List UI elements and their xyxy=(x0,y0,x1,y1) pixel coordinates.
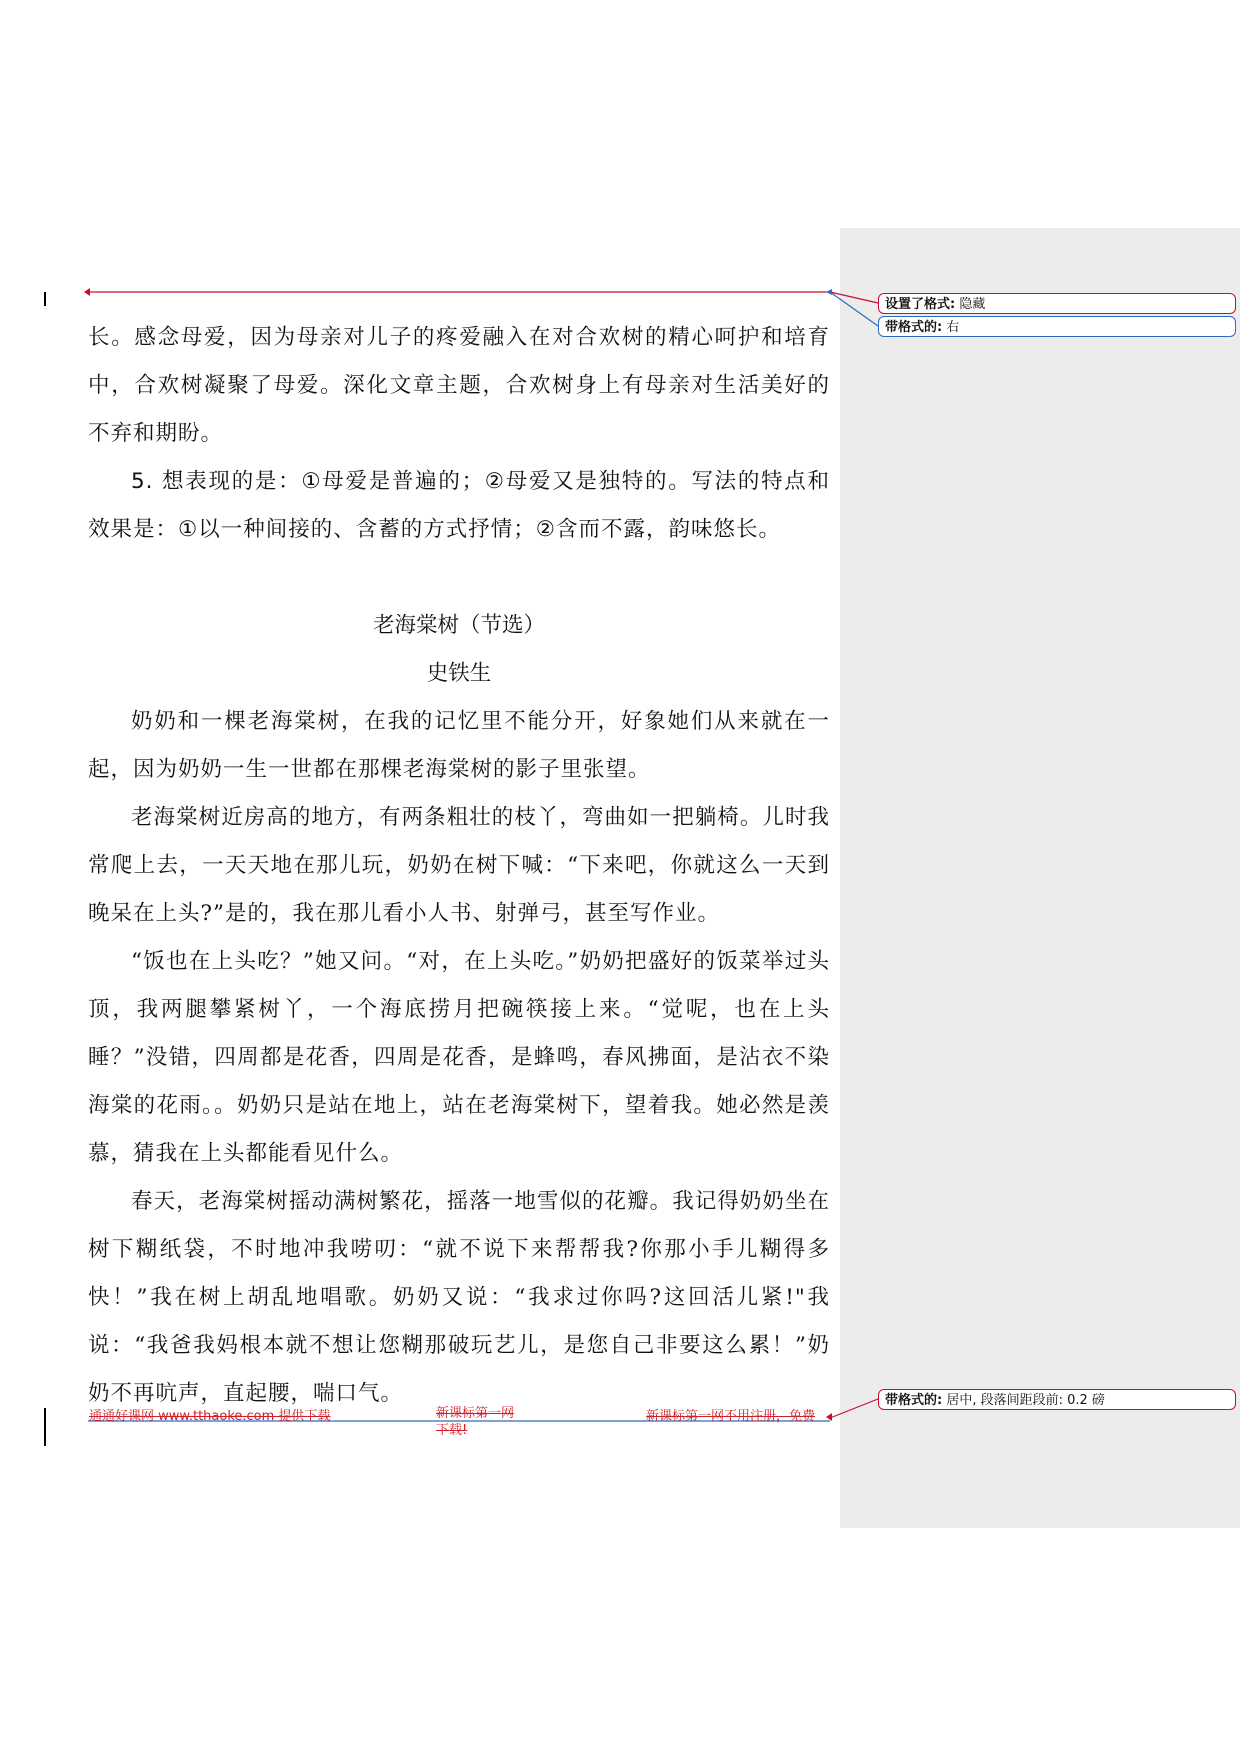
comment-label: 带格式的: xyxy=(885,320,943,335)
passage-paragraph-4: 春天，老海棠树摇动满树繁花，摇落一地雪似的花瓣。我记得奶奶坐在树下糊纸袋，不时地冲我唠叨：“就不说下来帮帮我?你那小手儿糊得多快！”我在树上胡乱地唱歌。奶奶又说：“我求过你吗?这回活儿紧!"我说：“我爸我妈根本就不想让您糊那破玩艺儿，是您自己非要这么累！”奶奶不再吭声，直起腰，喘口气。 xyxy=(88,1189,830,1406)
footer-left-link[interactable]: 通通好课网 www.tthaoke.com 提供下载 xyxy=(89,1409,331,1424)
change-bar-top xyxy=(44,292,46,306)
passage-author: 史铁生 xyxy=(426,661,492,686)
comment-margin-pane xyxy=(840,228,1240,1528)
passage-title: 老海棠树（节选） xyxy=(372,613,545,638)
passage-paragraph-3: “饭也在上头吃？”她又问。“对，在上头吃。”奶奶把盛好的饭菜举过头顶，我两腿攀紧树丫，一个海底捞月把碗筷接上来。“觉呢，也在上头睡？”没错，四周都是花香，四周是花香，是蜂鸣，春风拂面，是沾衣不染海棠的花雨。。奶奶只是站在地上，站在老海棠树下，望着我。她必然是羡慕，猜我在上头都能看见什么。 xyxy=(88,949,830,1166)
footer-right-text: 新课标第一网不用注册，免费 xyxy=(646,1409,816,1424)
comment-balloon-right[interactable] xyxy=(878,316,1236,337)
comment-value: 右 xyxy=(946,320,960,335)
change-bar-bottom xyxy=(44,1408,46,1446)
comment-balloon-center[interactable] xyxy=(878,1389,1236,1410)
passage-paragraph-1: 奶奶和一棵老海棠树，在我的记忆里不能分开，好象她们从来就在一起，因为奶奶一生一世都在那棵老海棠树的影子里张望。 xyxy=(88,709,830,782)
comment-value: 隐藏 xyxy=(959,297,986,312)
footer-middle-text: 新课标第一网下载! xyxy=(436,1406,515,1438)
comment-balloon-hidden[interactable] xyxy=(878,293,1236,314)
comment-label: 带格式的: xyxy=(885,1393,943,1408)
comment-label: 设置了格式: xyxy=(885,297,956,312)
comment-value: 居中, 段落间距段前: 0.2 磅 xyxy=(946,1393,1105,1408)
answer-paragraph-5: 5. 想表现的是：①母爱是普遍的；②母爱又是独特的。写法的特点和效果是：①以一种间接的、含蓄的方式抒情；②含而不露，韵味悠长。 xyxy=(88,469,830,542)
answer-paragraph-4: 长。感念母爱，因为母亲对儿子的疼爱融入在对合欢树的精心呵护和培育中，合欢树凝聚了母爱。深化文章主题，合欢树身上有母亲对生活美好的不弃和期盼。 xyxy=(88,325,830,446)
passage-paragraph-2: 老海棠树近房高的地方，有两条粗壮的枝丫，弯曲如一把躺椅。儿时我常爬上去，一天天地在那儿玩，奶奶在树下喊：“下来吧，你就这么一天到晚呆在上头?”是的，我在那儿看小人书、射弹弓，甚至写作业。 xyxy=(88,805,830,926)
